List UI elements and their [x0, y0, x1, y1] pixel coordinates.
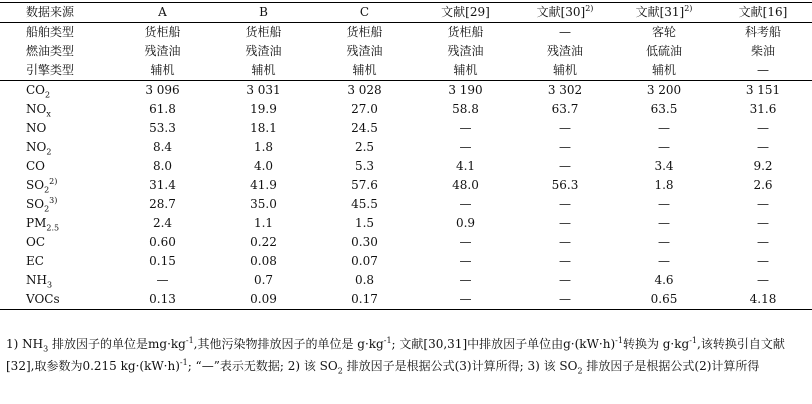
emission-factor-table — [0, 2, 812, 310]
value-cell: 1.8 — [253, 140, 274, 154]
column-header — [213, 3, 314, 23]
value-cell: — — [757, 216, 769, 230]
spec-cell: — — [516, 23, 614, 43]
value-cell: 0.09 — [213, 290, 314, 310]
spec-cell: 科考船 — [714, 23, 812, 43]
spec-label: 燃油类型 — [26, 44, 75, 58]
label-subscript: x — [46, 109, 51, 119]
value-cell: — — [559, 216, 571, 230]
value-cell: 0.8 — [354, 273, 375, 287]
value-cell: 3 096 — [112, 81, 213, 101]
label-subscript: 2 — [45, 90, 51, 100]
table-row — [0, 290, 812, 310]
label-base: SO — [26, 178, 45, 192]
value-cell: — — [658, 235, 670, 249]
footnote-script: 2 — [337, 366, 343, 376]
value-cell: 48.0 — [452, 178, 479, 192]
spec-cell: — — [757, 63, 769, 77]
value-cell: 63.5 — [650, 102, 678, 116]
column-header-text: 文献[31] — [635, 5, 685, 19]
label-base: NO — [26, 140, 47, 154]
value-cell: — — [415, 290, 516, 310]
pollutant-label — [0, 100, 112, 119]
spec-cell: 辅机 — [150, 63, 175, 77]
column-header-text: 文献[30] — [536, 5, 586, 19]
footnote-text: 排放因子是根据公式(2)计算所得 — [582, 359, 760, 373]
table-row — [0, 195, 812, 214]
value-cell: 1.8 — [654, 178, 674, 192]
footnote-text: 排放因子是根据公式(3)计算所得; 3) 该 SO — [342, 359, 578, 373]
column-header-note: 2) — [684, 4, 693, 13]
value-cell: 31.4 — [149, 178, 176, 192]
value-cell: — — [459, 121, 472, 135]
value-cell: 3 028 — [314, 81, 415, 101]
footnote-text: ,其他污染物排放因子的单位是 g·kg — [193, 337, 384, 351]
spec-cell: 残渣油 — [144, 44, 181, 58]
value-cell: 3.4 — [654, 159, 674, 173]
value-cell: — — [559, 159, 571, 173]
table-footnote — [6, 333, 806, 377]
value-cell: 4.0 — [253, 159, 274, 173]
spec-cell: 残渣油 — [346, 44, 383, 58]
footnote-text: 排放因子的单位是mg·kg — [48, 337, 186, 351]
value-cell: — — [459, 197, 472, 211]
label-subscript: 2 — [44, 204, 50, 214]
spec-cell: 残渣油 — [447, 44, 484, 58]
value-cell: 0.7 — [253, 273, 274, 287]
value-cell: 53.3 — [149, 121, 176, 135]
value-cell: 63.7 — [551, 102, 579, 116]
value-cell: — — [658, 140, 670, 154]
value-cell: — — [459, 140, 472, 154]
footnote-script: 3 — [43, 344, 49, 354]
spec-cell: 客轮 — [614, 23, 714, 43]
footnote-text: 转换为 g·kg — [622, 337, 690, 351]
table-row — [0, 138, 812, 157]
header-label: 数据来源 — [0, 3, 112, 23]
spec-cell: 残渣油 — [245, 44, 282, 58]
pollutant-label — [0, 157, 112, 176]
value-cell: — — [658, 216, 670, 230]
value-cell: 1.5 — [354, 216, 375, 230]
value-cell: 0.07 — [351, 254, 378, 268]
value-cell: 0.65 — [614, 290, 714, 310]
value-cell: — — [459, 235, 472, 249]
column-header — [415, 3, 516, 23]
spec-row — [0, 23, 812, 43]
value-cell: 0.30 — [351, 235, 378, 249]
value-cell: — — [559, 273, 571, 287]
value-cell: — — [559, 254, 571, 268]
value-cell: 1.1 — [253, 216, 274, 230]
spec-label: 船舶类型 — [0, 23, 112, 43]
value-cell: 2.4 — [152, 216, 173, 230]
value-cell: — — [757, 254, 769, 268]
value-cell: 4.1 — [455, 159, 476, 173]
pollutant-label — [0, 214, 112, 233]
value-cell: 0.08 — [250, 254, 277, 268]
footnote-script: -1 — [383, 336, 392, 345]
value-cell: — — [559, 197, 571, 211]
value-cell: 31.6 — [749, 102, 777, 116]
spec-cell: 货柜船 — [314, 23, 415, 43]
label-base: CO — [26, 159, 46, 173]
label-base: NH — [26, 273, 47, 287]
column-header — [516, 3, 614, 23]
value-cell: 8.0 — [152, 159, 173, 173]
spec-row — [0, 61, 812, 81]
value-cell: — — [559, 235, 571, 249]
value-cell: — — [757, 197, 769, 211]
value-cell: — — [459, 273, 472, 287]
label-base: PM — [26, 216, 47, 230]
footnote-script: -1 — [689, 336, 697, 345]
label-superscript: 3) — [49, 196, 58, 205]
value-cell: 2.6 — [753, 178, 773, 192]
value-cell: 41.9 — [250, 178, 277, 192]
pollutant-label — [0, 81, 112, 101]
column-header-text: C — [359, 5, 370, 19]
footnote-text: ,该转换引自文献[32],取参数为0.215 kg·(kW·h) — [6, 337, 785, 373]
table-row — [0, 271, 812, 290]
spec-cell: 辅机 — [651, 63, 676, 77]
spec-cell: 低硫油 — [645, 44, 682, 58]
header-row — [0, 3, 812, 23]
column-header-text: A — [158, 5, 167, 19]
label-subscript: 2 — [44, 185, 50, 195]
value-cell: 45.5 — [351, 197, 378, 211]
column-header — [314, 3, 415, 23]
table-row — [0, 157, 812, 176]
column-header-note: 2) — [585, 4, 594, 13]
pollutant-label — [0, 119, 112, 138]
table-row — [0, 214, 812, 233]
table-row — [0, 81, 812, 101]
pollutant-label — [0, 252, 112, 271]
value-cell: — — [156, 273, 169, 287]
value-cell: 61.8 — [149, 102, 176, 116]
value-cell: 2.5 — [354, 140, 375, 154]
label-base: OC — [26, 235, 46, 249]
label-base: CO — [26, 83, 46, 97]
value-cell: 3 031 — [213, 81, 314, 101]
footnote-text: 1) NH — [6, 337, 44, 351]
label-base: NO — [26, 121, 47, 135]
value-cell: 8.4 — [152, 140, 173, 154]
value-cell: 19.9 — [250, 102, 277, 116]
value-cell: 9.2 — [753, 159, 773, 173]
label-base: SO — [26, 197, 45, 211]
value-cell: 0.15 — [149, 254, 176, 268]
spec-cell: 货柜船 — [415, 23, 516, 43]
value-cell: — — [757, 235, 769, 249]
spec-cell: 残渣油 — [546, 44, 583, 58]
column-header-text: 文献[29] — [441, 5, 490, 19]
value-cell: 3 151 — [714, 81, 812, 101]
label-subscript: 2.5 — [46, 223, 60, 233]
column-header-text: B — [259, 5, 268, 19]
column-header — [714, 3, 812, 23]
spec-cell: 辅机 — [552, 63, 577, 77]
value-cell: 0.9 — [455, 216, 476, 230]
footnote-script: -1 — [179, 358, 188, 367]
column-header — [112, 3, 213, 23]
spec-row — [0, 42, 812, 61]
spec-cell: 货柜船 — [112, 23, 213, 43]
value-cell: 56.3 — [551, 178, 579, 192]
value-cell: 24.5 — [351, 121, 378, 135]
value-cell: 58.8 — [452, 102, 479, 116]
value-cell: 0.22 — [250, 235, 277, 249]
label-superscript: 2) — [49, 177, 58, 186]
footnote-text: ; 文献[30,31]中排放因子单位由g·(kW·h) — [391, 337, 616, 351]
value-cell: 3 302 — [516, 81, 614, 101]
table-row — [0, 252, 812, 271]
value-cell: — — [459, 254, 472, 268]
pollutant-label — [0, 290, 112, 310]
value-cell: — — [559, 140, 571, 154]
spec-cell: 货柜船 — [213, 23, 314, 43]
pollutant-label — [0, 271, 112, 290]
value-cell: 28.7 — [149, 197, 176, 211]
value-cell: — — [658, 197, 670, 211]
pollutant-label — [0, 195, 112, 214]
value-cell: — — [559, 121, 571, 135]
value-cell: 0.17 — [314, 290, 415, 310]
footnote-script: -1 — [185, 336, 194, 345]
value-cell: 18.1 — [250, 121, 277, 135]
value-cell: 4.6 — [654, 273, 674, 287]
spec-cell: 辅机 — [453, 63, 478, 77]
footnote-text: ; “—”表示无数据; 2) 该 SO — [187, 359, 338, 373]
value-cell: 27.0 — [351, 102, 378, 116]
label-base: VOCs — [26, 292, 60, 306]
spec-label: 引擎类型 — [26, 63, 75, 77]
table-row — [0, 119, 812, 138]
value-cell: 5.3 — [354, 159, 375, 173]
pollutant-label — [0, 233, 112, 252]
label-subscript: 3 — [46, 280, 53, 290]
label-subscript: 2 — [46, 147, 52, 157]
value-cell: 35.0 — [250, 197, 277, 211]
spec-cell: 柴油 — [750, 44, 775, 58]
footnote-script: 2 — [577, 366, 583, 376]
value-cell: 0.60 — [149, 235, 176, 249]
footnote-script: -1 — [615, 336, 623, 345]
spec-cell: 辅机 — [352, 63, 377, 77]
value-cell: — — [757, 121, 769, 135]
column-header-text: 文献[16] — [738, 5, 788, 19]
pollutant-label — [0, 176, 112, 195]
value-cell: 3 190 — [415, 81, 516, 101]
value-cell: 0.13 — [112, 290, 213, 310]
value-cell: 57.6 — [351, 178, 378, 192]
value-cell: 3 200 — [614, 81, 714, 101]
label-base: EC — [26, 254, 44, 268]
table-row — [0, 176, 812, 195]
pollutant-label — [0, 138, 112, 157]
spec-cell: 辅机 — [251, 63, 276, 77]
value-cell: — — [757, 273, 769, 287]
table-row — [0, 100, 812, 119]
value-cell: — — [757, 140, 769, 154]
value-cell: 4.18 — [714, 290, 812, 310]
column-header — [614, 3, 714, 23]
value-cell: — — [658, 254, 670, 268]
label-base: NO — [26, 102, 47, 116]
value-cell: — — [658, 121, 670, 135]
table-row — [0, 233, 812, 252]
value-cell: — — [516, 290, 614, 310]
